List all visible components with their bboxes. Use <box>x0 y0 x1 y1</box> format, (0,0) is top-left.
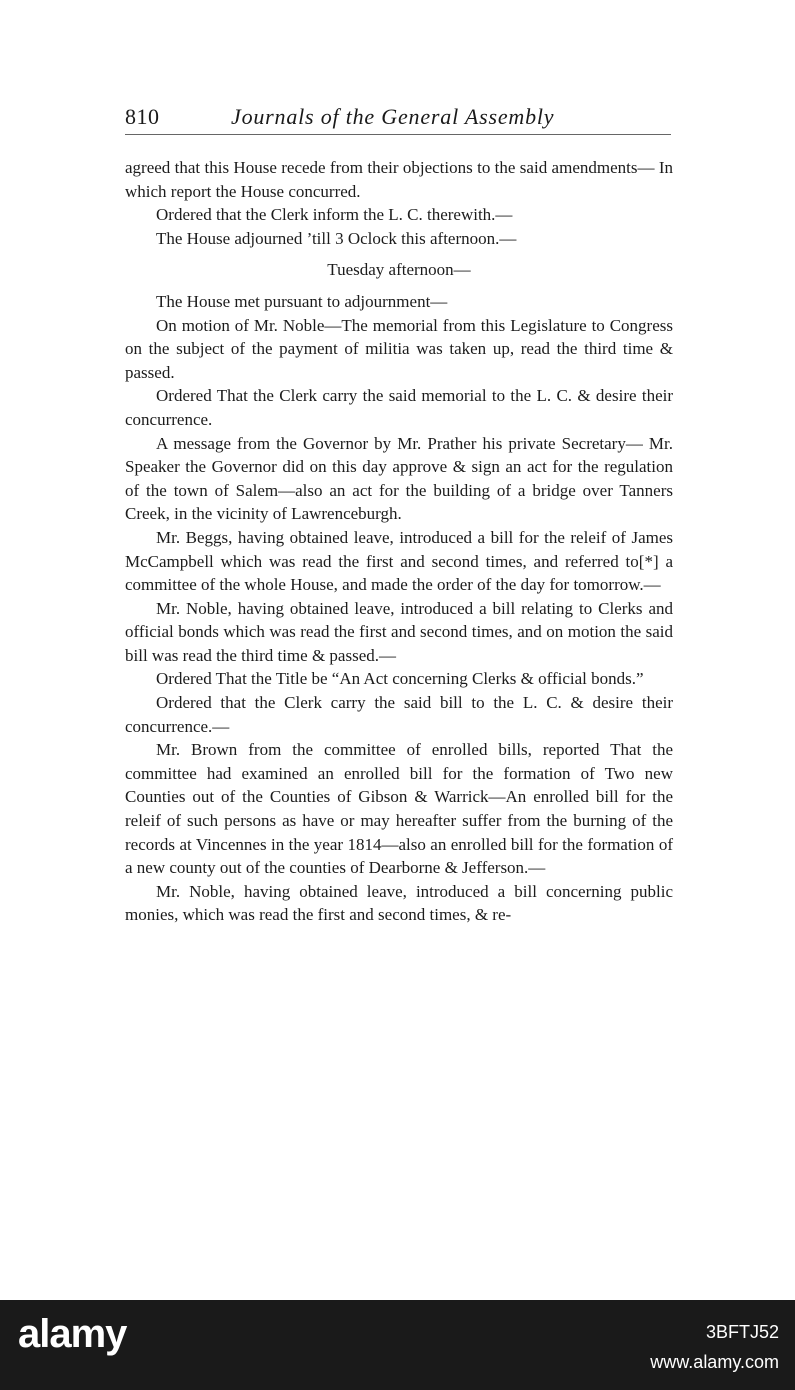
paragraph: The House met pursuant to adjournment— <box>156 291 448 311</box>
paragraph: Ordered That the Clerk carry the said memorial to the L. C. & desire their concurrence. <box>125 386 673 429</box>
paragraph: On motion of Mr. Noble—The memorial from this Legislature to Congress on the subject of the payment of militia was taken up, read the third time & passed. <box>125 315 673 382</box>
paragraph: The House adjourned ’till 3 Oclock this afternoon.— <box>156 228 517 248</box>
image-id: 3BFTJ52 <box>705 1322 779 1342</box>
paragraph: Ordered That the Title be “An Act concerning Clerks & official bonds.” <box>156 669 644 689</box>
paragraph: Ordered that the Clerk carry the said bill to the L. C. & desire their concurrence.— <box>125 693 673 736</box>
paragraph: A message from the Governor by Mr. Prather his private Secretary— Mr. Speaker the Governor did on this day approve & sign an act for the regulation of the town of Salem—also an act for the building of a bridge over Tanners Creek, in the vicinity of Lawrenceburgh. <box>125 433 673 524</box>
page-number: 810 <box>125 104 160 129</box>
section-heading: Tuesday afternoon— <box>327 260 471 280</box>
running-title: Journals of the General Assembly <box>231 104 555 129</box>
paragraph: Mr. Brown from the committee of enrolled bills, reported That the committee had examined an enrolled bill for the formation of Two new Counties out of the Counties of Gibson & Warrick—An enrolled bill for the releif of such persons as have or may hereafter suffer from the burning of the records at Vincennes in the year 1814—also an enrolled bill for the formation of a new county out of the counties of Dearborne & Jefferson.— <box>125 740 673 878</box>
paragraph: Mr. Noble, having obtained leave, introduced a bill relating to Clerks and official bonds which was read the first and second times, and on motion the said bill was read the third time & passed.— <box>125 598 673 665</box>
alamy-logo: alamy <box>18 1312 127 1356</box>
site-url: www.alamy.com <box>650 1352 779 1372</box>
stock-watermark-bar <box>0 1300 795 1390</box>
paragraph: Ordered that the Clerk inform the L. C. therewith.— <box>156 205 513 225</box>
paragraph: Mr. Noble, having obtained leave, introduced a bill concerning public monies, which was read the first and second times, & re- <box>125 881 673 925</box>
paragraph: Mr. Beggs, having obtained leave, introduced a bill for the releif of James McCampbell which was read the first and second times, and referred to[*] a committee of the whole House, and made the order of the day for tomorrow.— <box>125 527 673 595</box>
journal-body <box>125 156 673 927</box>
page-header <box>125 100 671 135</box>
paragraph: agreed that this House recede from their objections to the said amendments— In which report the House concurred. <box>125 158 673 201</box>
